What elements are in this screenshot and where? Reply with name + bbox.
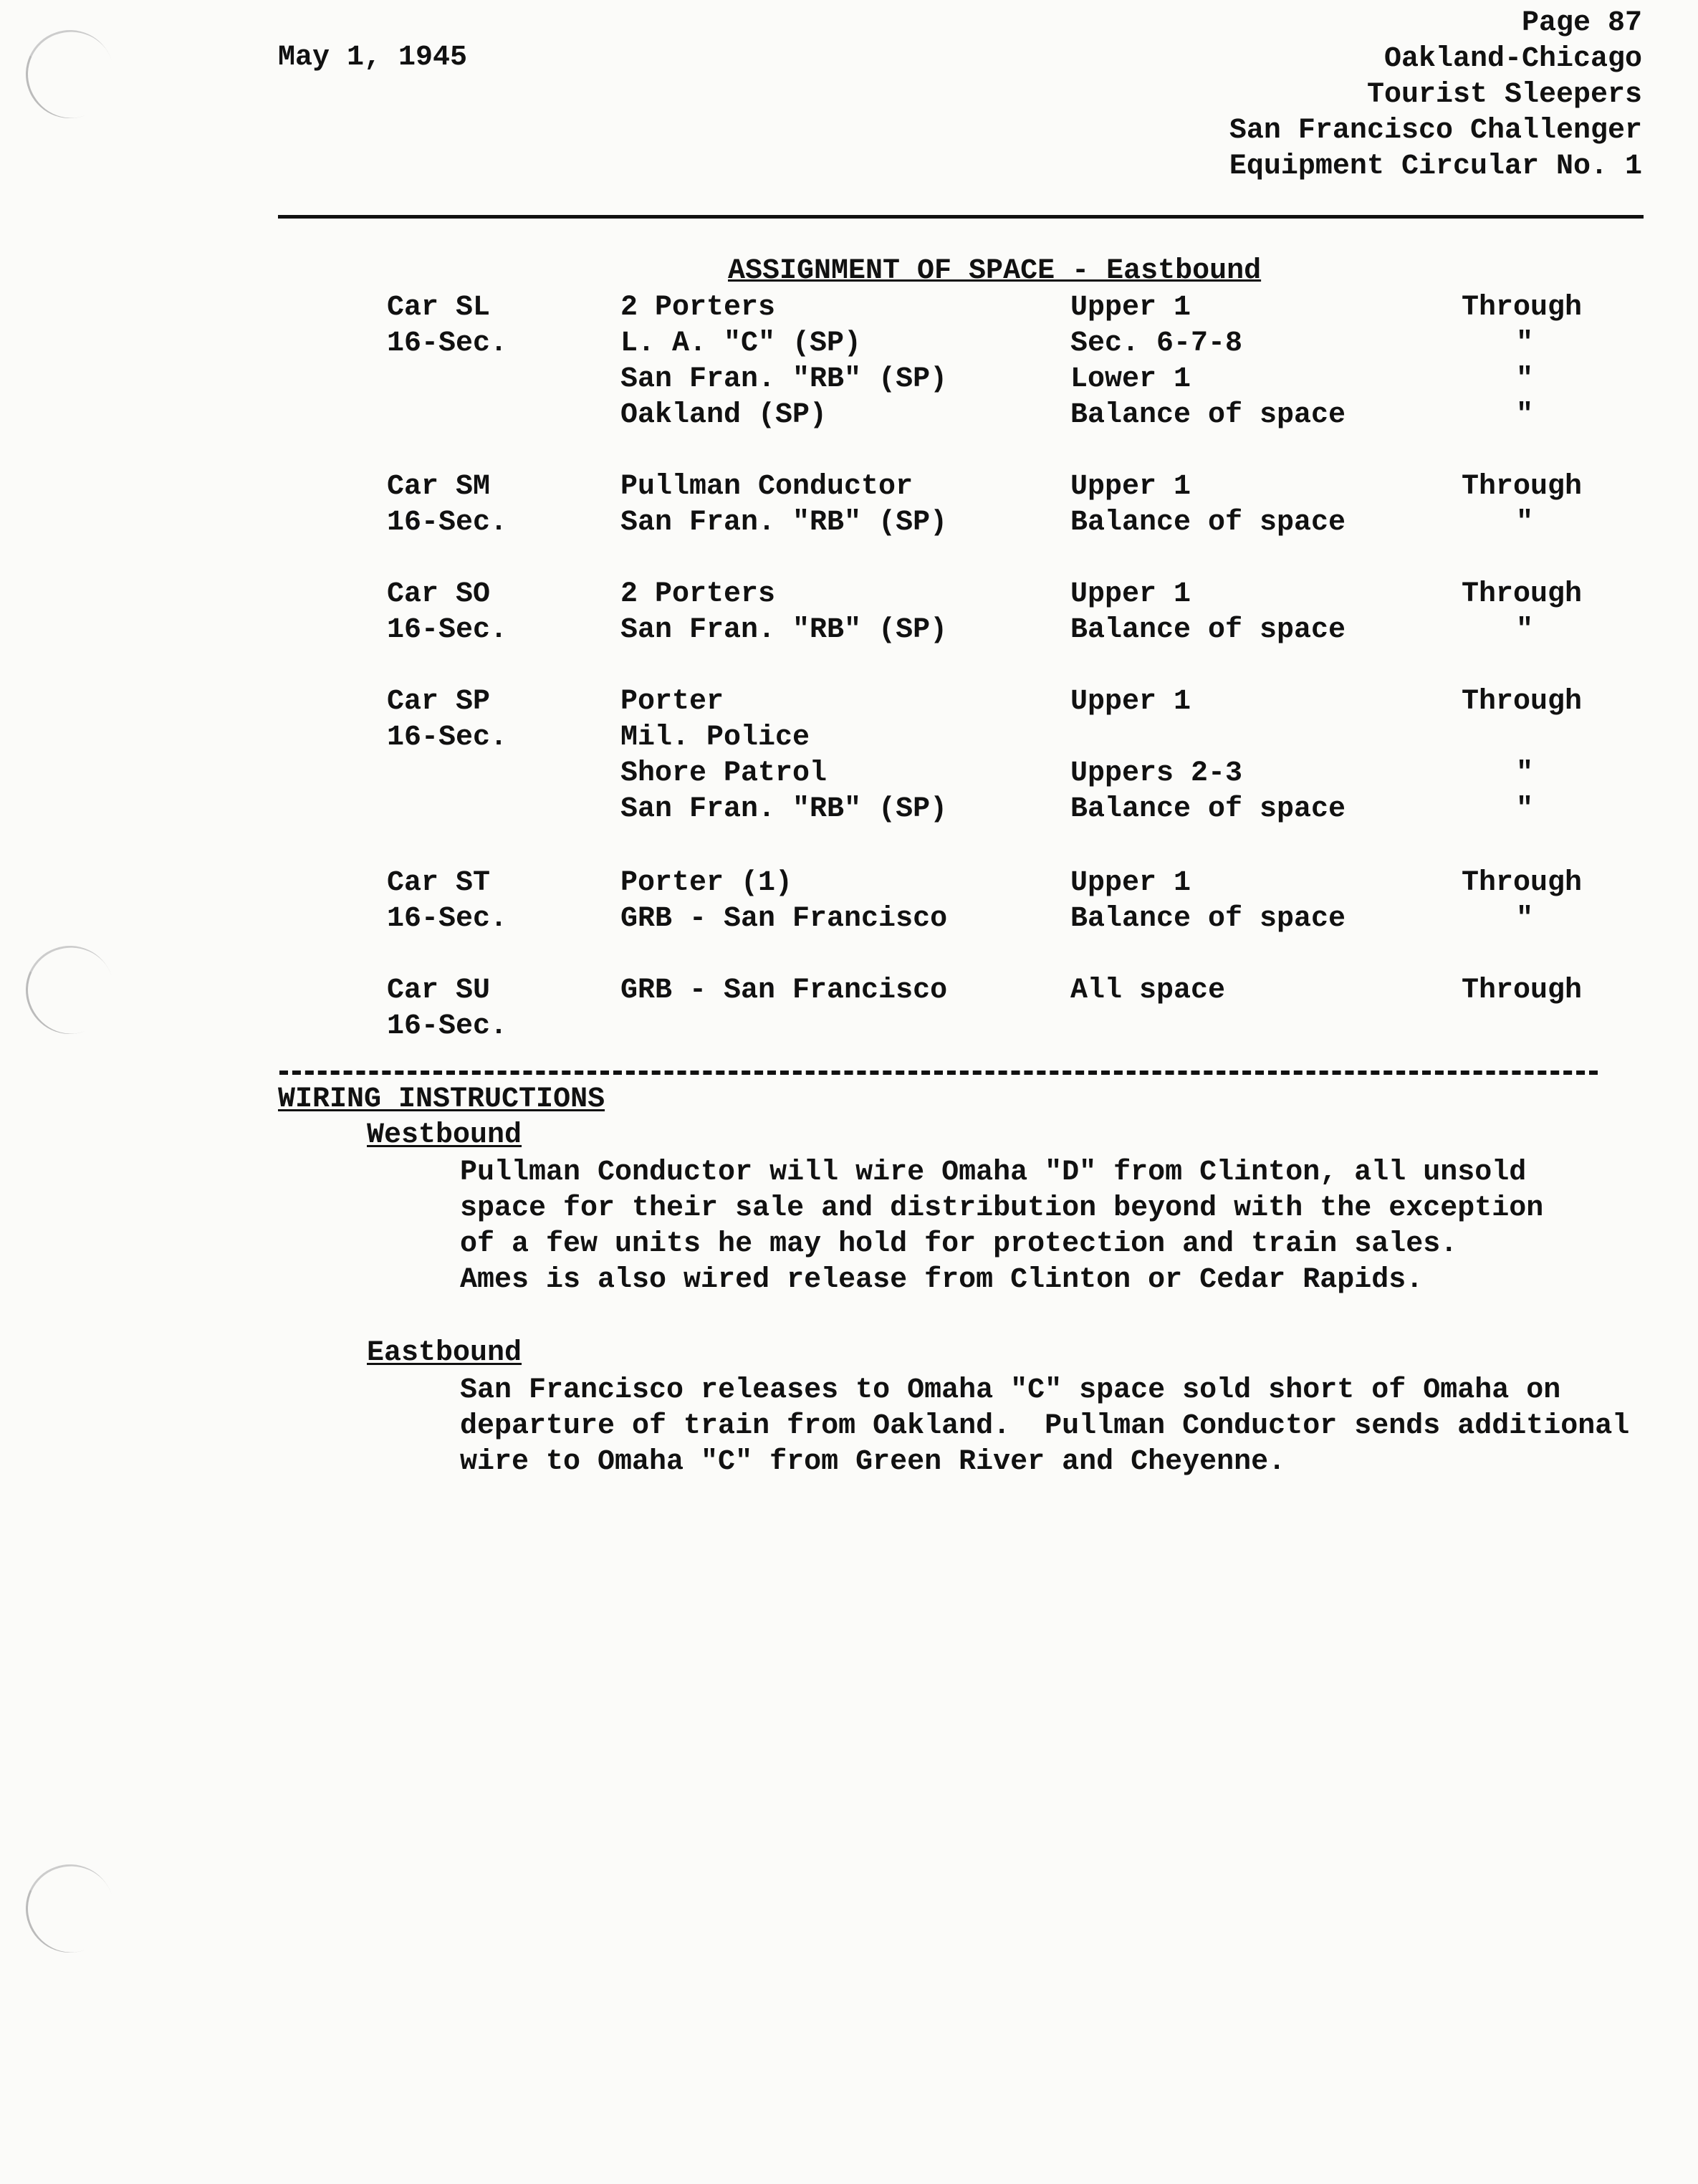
car-id: Car SP — [387, 686, 491, 718]
ditto-mark: " — [1516, 363, 1534, 396]
page-number: Page 87 — [1521, 7, 1642, 39]
instruction-line: San Francisco releases to Omaha "C" space sold short of Omaha on — [460, 1374, 1561, 1407]
service-name: Tourist Sleepers — [1366, 79, 1642, 111]
assignee: San Fran. "RB" (SP) — [620, 793, 948, 825]
car-type: 16-Sec. — [387, 614, 508, 646]
car-type: 16-Sec. — [387, 327, 508, 360]
space-allotment: Upper 1 — [1070, 686, 1191, 718]
dashed-divider — [279, 1071, 1598, 1075]
assignee: Oakland (SP) — [620, 399, 828, 431]
assignee: 2 Porters — [620, 292, 776, 324]
assignee: San Fran. "RB" (SP) — [620, 614, 948, 646]
assignee: Pullman Conductor — [620, 471, 913, 503]
car-id: Car ST — [387, 867, 491, 899]
instruction-line: Pullman Conductor will wire Omaha "D" from Clinton, all unsold — [460, 1156, 1527, 1189]
assignee: Mil. Police — [620, 722, 810, 754]
ditto-mark: " — [1516, 327, 1534, 360]
space-allotment: Uppers 2-3 — [1070, 757, 1243, 790]
punch-hole-bottom — [14, 1852, 127, 1965]
header-block — [1229, 6, 1642, 185]
routing: Through — [1462, 578, 1583, 610]
instruction-line: wire to Omaha "C" from Green River and Cheyenne. — [460, 1446, 1286, 1478]
space-allotment: Sec. 6-7-8 — [1070, 327, 1243, 360]
space-allotment: Balance of space — [1070, 614, 1346, 646]
assignee: Porter — [620, 686, 724, 718]
space-allotment: Upper 1 — [1070, 471, 1191, 503]
eastbound-heading: Eastbound — [367, 1337, 522, 1369]
punch-hole-middle — [14, 934, 127, 1047]
document-date: May 1, 1945 — [278, 42, 468, 74]
routing: Through — [1462, 292, 1583, 324]
car-id: Car SM — [387, 471, 491, 503]
car-type: 16-Sec. — [387, 507, 508, 539]
ditto-mark: " — [1516, 399, 1534, 431]
instruction-line: of a few units he may hold for protection and train sales. — [460, 1228, 1458, 1260]
space-allotment: Upper 1 — [1070, 867, 1191, 899]
instruction-line: Ames is also wired release from Clinton or Cedar Rapids. — [460, 1264, 1424, 1296]
assignee: San Fran. "RB" (SP) — [620, 507, 948, 539]
assignee: GRB - San Francisco — [620, 974, 948, 1007]
assignment-title: ASSIGNMENT OF SPACE - Eastbound — [728, 255, 1262, 287]
westbound-heading: Westbound — [367, 1119, 522, 1151]
car-type: 16-Sec. — [387, 722, 508, 754]
ditto-mark: " — [1516, 507, 1534, 539]
space-allotment: Upper 1 — [1070, 292, 1191, 324]
space-allotment: All space — [1070, 974, 1226, 1007]
train-name: San Francisco Challenger — [1229, 115, 1642, 147]
assignee: L. A. "C" (SP) — [620, 327, 862, 360]
car-type: 16-Sec. — [387, 903, 508, 935]
car-id: Car SU — [387, 974, 491, 1007]
routing: Through — [1462, 471, 1583, 503]
assignee: Shore Patrol — [620, 757, 828, 790]
ditto-mark: " — [1516, 614, 1534, 646]
circular-name: Equipment Circular No. 1 — [1229, 150, 1642, 183]
route-name: Oakland-Chicago — [1383, 43, 1642, 75]
instruction-line: space for their sale and distribution beyond with the exception — [460, 1192, 1544, 1225]
ditto-mark: " — [1516, 757, 1534, 790]
assignee: GRB - San Francisco — [620, 903, 948, 935]
routing: Through — [1462, 686, 1583, 718]
ditto-mark: " — [1516, 903, 1534, 935]
wiring-title: WIRING INSTRUCTIONS — [278, 1083, 605, 1116]
assignee: San Fran. "RB" (SP) — [620, 363, 948, 396]
instruction-line: departure of train from Oakland. Pullman Conductor sends additional — [460, 1410, 1630, 1442]
car-type: 16-Sec. — [387, 1010, 508, 1043]
header-rule — [278, 215, 1644, 219]
space-allotment: Balance of space — [1070, 793, 1346, 825]
space-allotment: Balance of space — [1070, 903, 1346, 935]
car-id: Car SL — [387, 292, 491, 324]
routing: Through — [1462, 867, 1583, 899]
assignee: 2 Porters — [620, 578, 776, 610]
punch-hole-top — [14, 18, 127, 131]
space-allotment: Balance of space — [1070, 507, 1346, 539]
space-allotment: Lower 1 — [1070, 363, 1191, 396]
space-allotment: Balance of space — [1070, 399, 1346, 431]
assignee: Porter (1) — [620, 867, 793, 899]
car-id: Car SO — [387, 578, 491, 610]
routing: Through — [1462, 974, 1583, 1007]
ditto-mark: " — [1516, 793, 1534, 825]
space-allotment: Upper 1 — [1070, 578, 1191, 610]
